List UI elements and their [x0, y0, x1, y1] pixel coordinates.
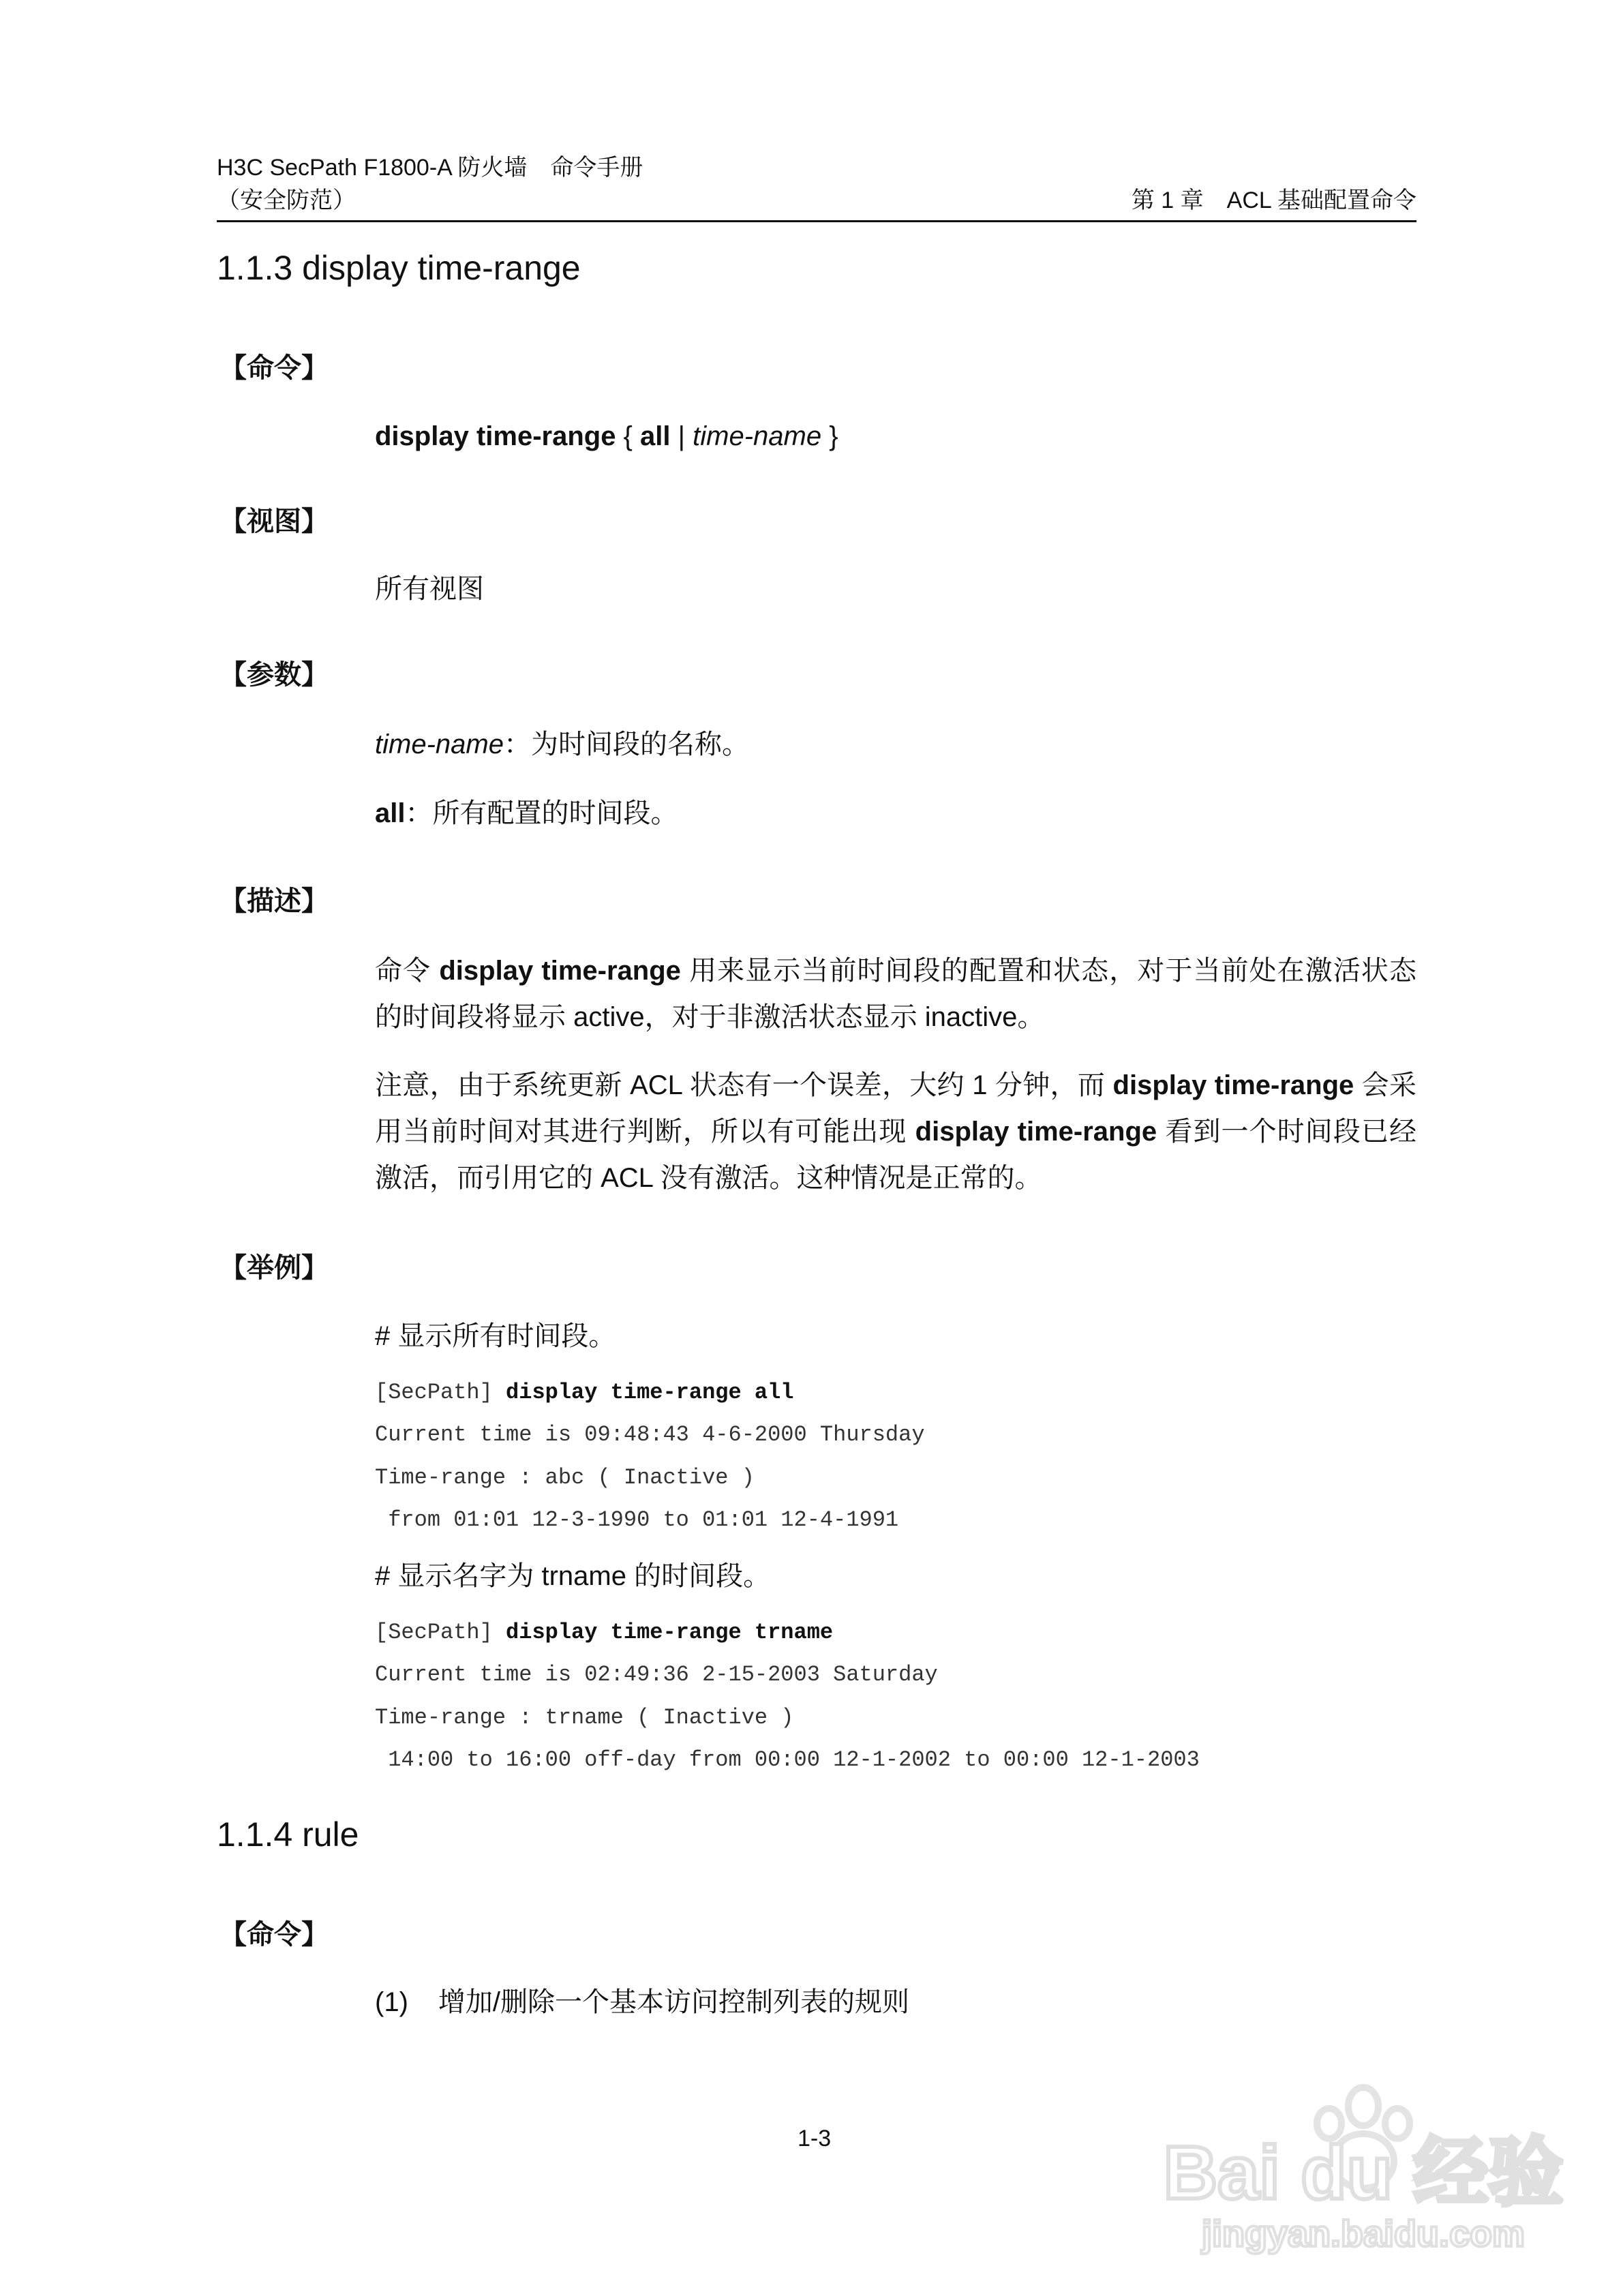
- desc-command: display time-range: [439, 956, 681, 986]
- example-label: 【举例】: [219, 1253, 329, 1283]
- view-label: 【视图】: [219, 507, 329, 537]
- section-heading-114: 1.1.4 rule: [217, 1815, 359, 1854]
- desc-text: 注意，由于系统更新 ACL 状态有一个误差，大约 1 分钟，而: [375, 1070, 1113, 1100]
- desc-label: 【描述】: [219, 886, 329, 916]
- param-name: time-name: [375, 729, 504, 759]
- desc-text: 命令: [375, 956, 440, 986]
- example-2-comment: # 显示名字为 trname 的时间段。: [375, 1561, 771, 1591]
- cli-prompt: [SecPath]: [375, 1620, 506, 1645]
- section-heading-113: 1.1.3 display time-range: [217, 249, 581, 287]
- syntax-option-all: all: [640, 421, 671, 451]
- desc-paragraph-1: [375, 948, 1416, 1040]
- watermark-url: jingyan.baidu.com: [1201, 2214, 1526, 2254]
- example-2-output-line: 14:00 to 16:00 off-day from 00:00 12-1-2002 to 00:00 12-1-2003: [375, 1747, 1200, 1772]
- desc-command: display time-range: [915, 1117, 1157, 1147]
- header-title: H3C SecPath F1800-A 防火墙 命令手册: [217, 155, 643, 181]
- param-time-name: [375, 721, 1416, 768]
- view-text: 所有视图: [375, 574, 484, 604]
- syntax-option-name: time-name: [693, 421, 822, 451]
- param-label: 【参数】: [219, 660, 329, 690]
- example-1-command: [375, 1380, 794, 1405]
- desc-text: 看到一个时间段已经激活，而引用它的 ACL 没有激活。这种情况是正常的。: [375, 1117, 1416, 1193]
- desc-text: 用来显示当前时间段的配置和状态，对于当前处在激活状态的时间段将显示 active，对于非激活状态显示 inactive。: [375, 956, 1416, 1032]
- desc-command: display time-range: [1112, 1070, 1354, 1100]
- item-number: (1): [375, 1987, 408, 2017]
- desc-paragraph-2: [375, 1062, 1416, 1201]
- header-subtitle: （安全防范）: [217, 187, 356, 213]
- example-2-output-line: Time-range : trname ( Inactive ): [375, 1705, 794, 1730]
- syntax-command: display time-range: [375, 421, 616, 451]
- command-syntax: [375, 413, 1416, 459]
- example-1-output-line: Time-range : abc ( Inactive ): [375, 1465, 755, 1490]
- param-all: [375, 790, 1416, 836]
- command-label: 【命令】: [219, 1920, 329, 1950]
- syntax-brace-open: {: [616, 421, 641, 451]
- header-rule: [217, 220, 1416, 222]
- numbered-item: [375, 1979, 1416, 2025]
- example-1-output-line: from 01:01 12-3-1990 to 01:01 12-4-1991: [375, 1507, 899, 1532]
- example-1-output-line: Current time is 09:48:43 4-6-2000 Thursday: [375, 1422, 925, 1447]
- syntax-bar: |: [670, 421, 693, 451]
- cli-command: display time-range trname: [506, 1620, 834, 1645]
- cli-command: display time-range all: [506, 1380, 794, 1405]
- baidu-jingyan-watermark: [1159, 2059, 1568, 2256]
- syntax-brace-close: }: [821, 421, 838, 451]
- example-2-command: [375, 1620, 833, 1645]
- example-2-output-line: Current time is 02:49:36 2-15-2003 Saturday: [375, 1662, 938, 1687]
- param-name: all: [375, 798, 406, 828]
- item-text: 增加/删除一个基本访问控制列表的规则: [438, 1987, 910, 2017]
- desc-text: 会采用当前时间对其进行判断，所以有可能出现: [375, 1070, 1417, 1147]
- watermark-logo-text: Bai du 经验: [1163, 2131, 1564, 2215]
- param-desc: ：所有配置的时间段。: [405, 798, 678, 828]
- cli-prompt: [SecPath]: [375, 1380, 506, 1405]
- param-desc: ：为时间段的名称。: [503, 729, 749, 759]
- example-1-comment: # 显示所有时间段。: [375, 1321, 616, 1351]
- command-label: 【命令】: [219, 353, 329, 383]
- page-number: 1-3: [798, 2126, 832, 2151]
- header-chapter: 第 1 章 ACL 基础配置命令: [1131, 187, 1416, 213]
